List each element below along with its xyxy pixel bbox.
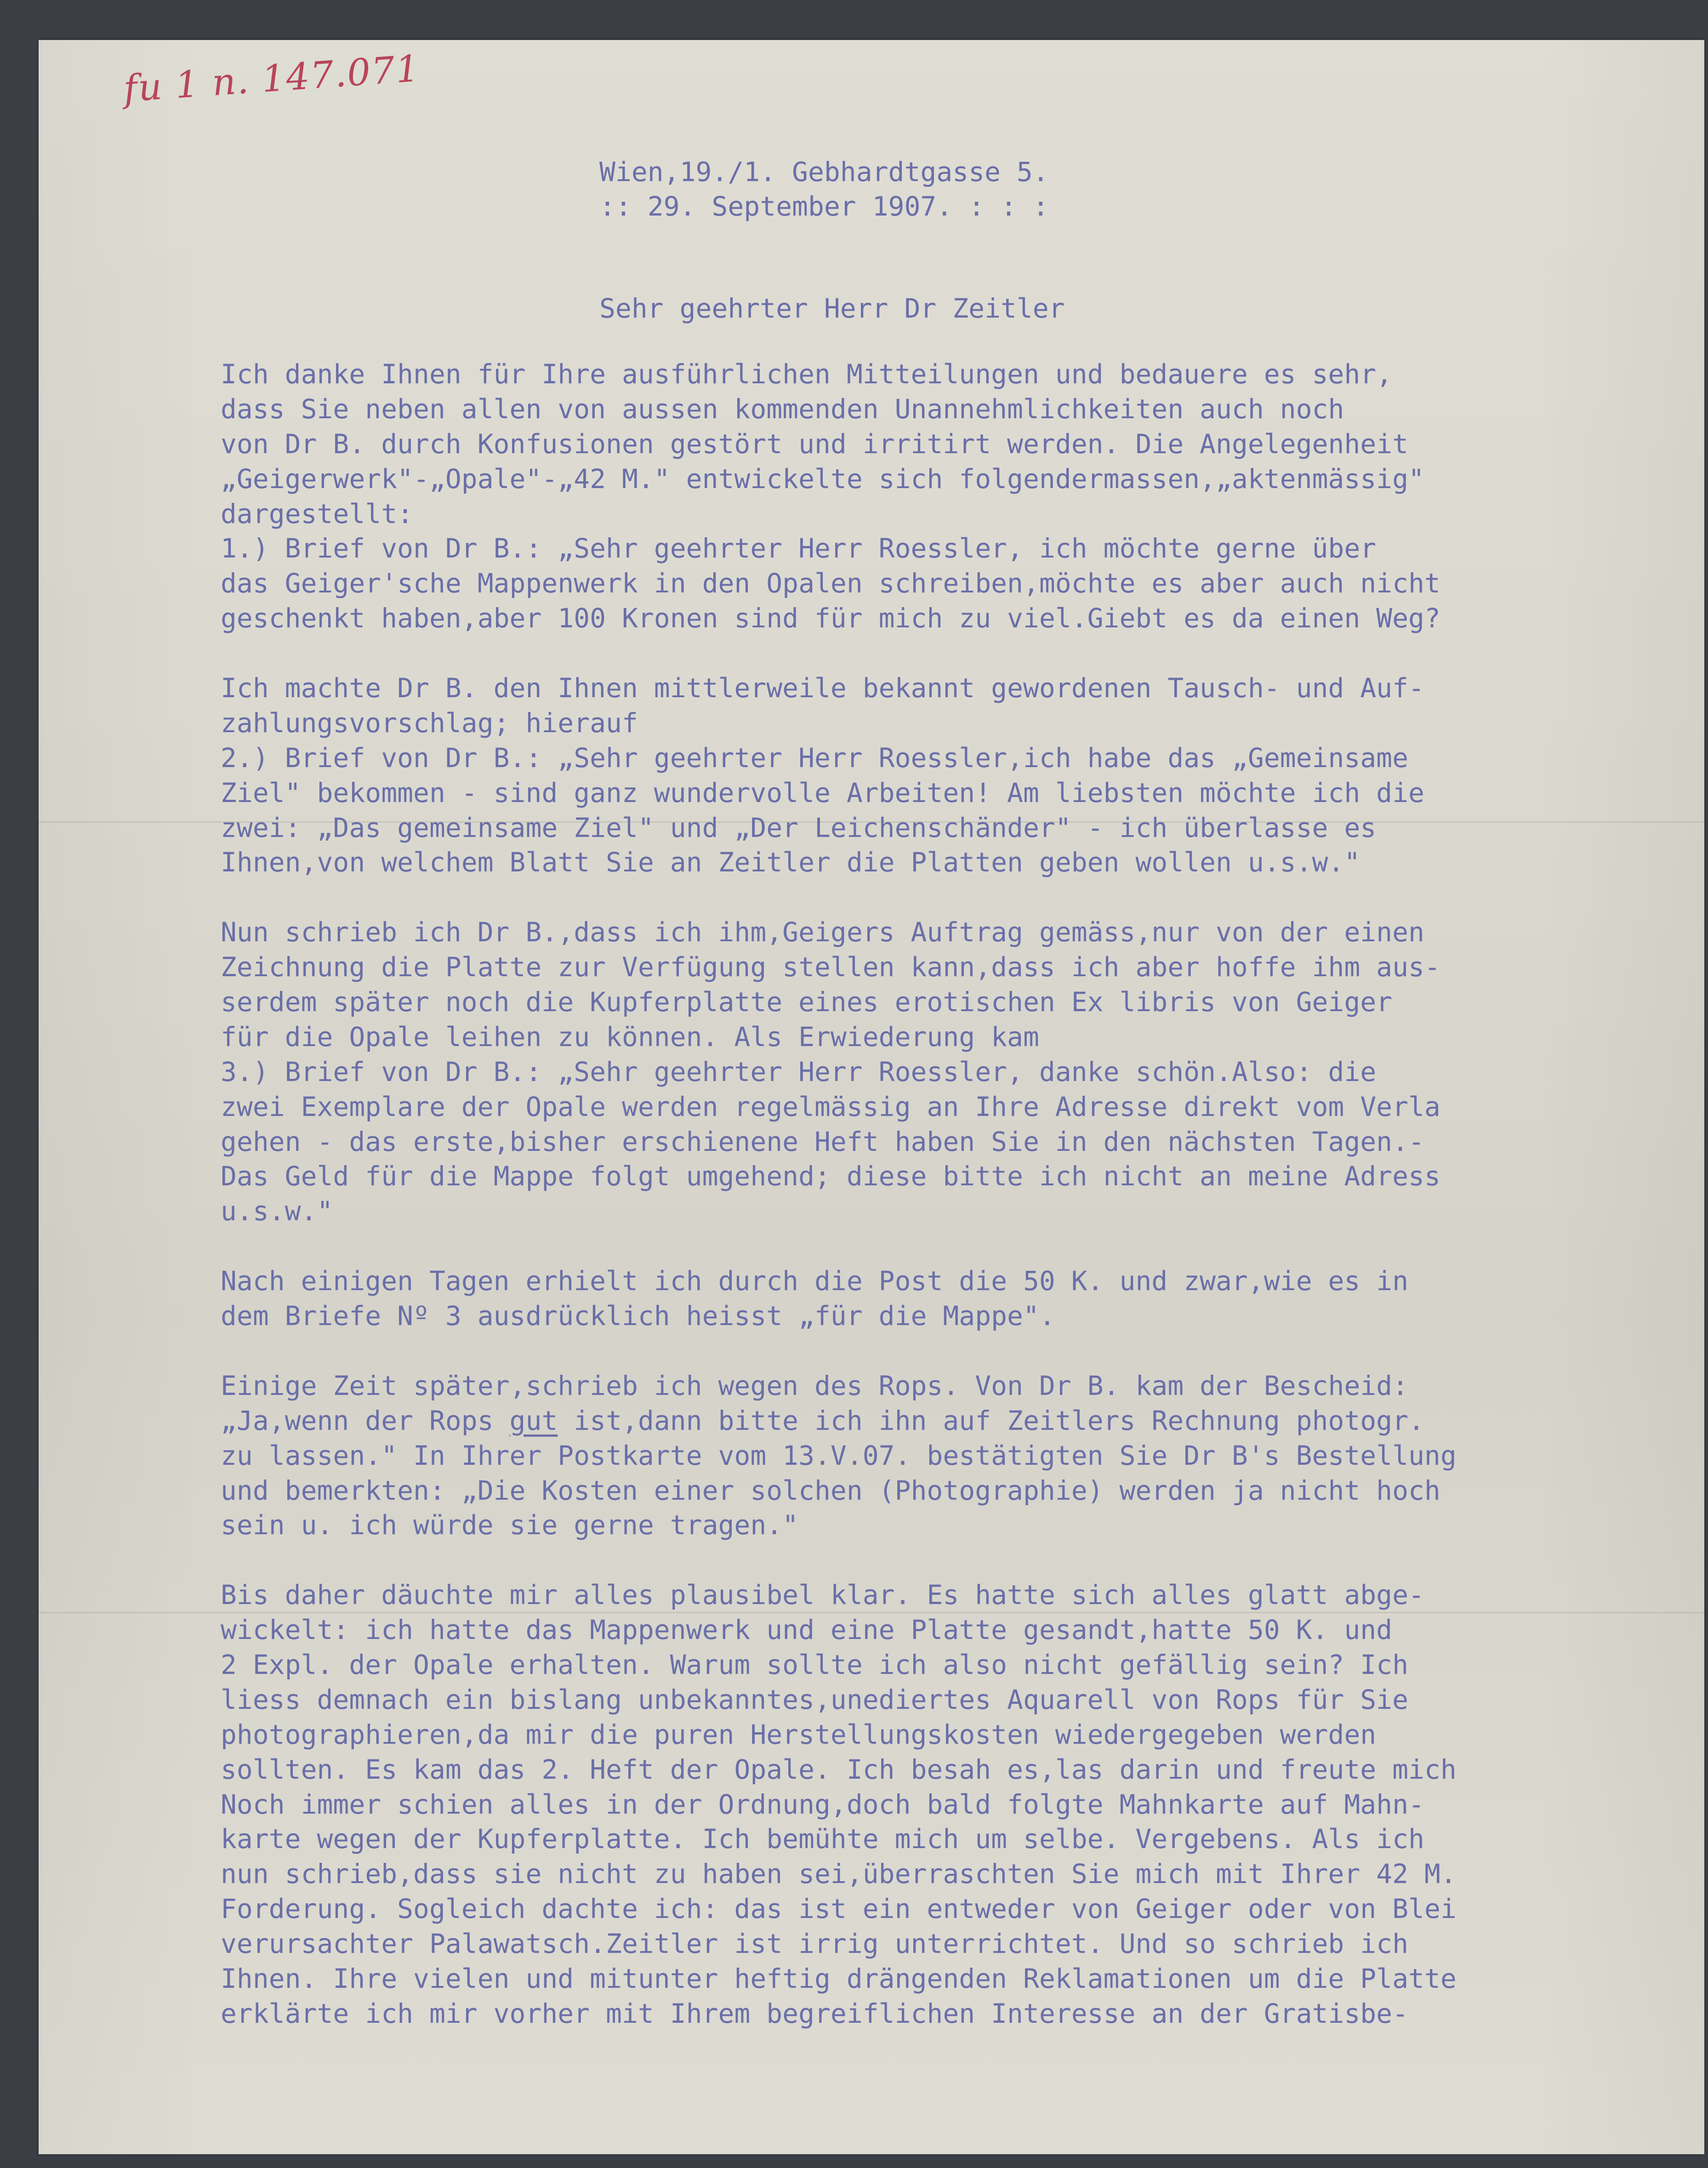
letter-line: serdem später noch die Kupferplatte eines erotischen Ex libris von Geiger bbox=[221, 986, 1393, 1018]
archive-reference-note: fu 1 n. 147.071 bbox=[122, 47, 421, 110]
letter-line: 3.) Brief von Dr B.: „Sehr geehrter Herr Roessler, danke schön.Also: die bbox=[221, 1056, 1377, 1087]
letter-line: Ihnen,von welchem Blatt Sie an Zeitler die Platten geben wollen u.s.w." bbox=[221, 847, 1361, 878]
letter-line bbox=[221, 1334, 1457, 1369]
letter-line: 1.) Brief von Dr B.: „Sehr geehrter Herr Roessler, ich möchte gerne über bbox=[221, 533, 1377, 564]
letter-line: Nun schrieb ich Dr B.,dass ich ihm,Geigers Auftrag gemäss,nur von der einen bbox=[221, 916, 1424, 948]
letter-line: liess demnach ein bislang unbekanntes,unediertes Aquarell von Rops für Sie bbox=[221, 1684, 1409, 1715]
dateline-date: :: 29. September 1907. : : : bbox=[599, 191, 1049, 222]
letter-page bbox=[39, 40, 1704, 2154]
letter-line: photographieren,da mir die puren Herstellungskosten wiedergegeben werden bbox=[221, 1718, 1377, 1750]
letter-line: Ich danke Ihnen für Ihre ausführlichen Mitteilungen und bedauere es sehr, bbox=[221, 358, 1393, 390]
letter-line: karte wegen der Kupferplatte. Ich bemühte mich um selbe. Vergebens. Als ich bbox=[221, 1823, 1424, 1855]
letter-line: von Dr B. durch Konfusionen gestört und irritirt werden. Die Angelegenheit bbox=[221, 428, 1409, 460]
letter-line: 2.) Brief von Dr B.: „Sehr geehrter Herr Roessler,ich habe das „Gemeinsame bbox=[221, 742, 1409, 774]
letter-line: Ziel" bekommen - sind ganz wundervolle Arbeiten! Am liebsten möchte ich die bbox=[221, 777, 1424, 808]
letter-line: Bis daher däuchte mir alles plausibel klar. Es hatte sich alles glatt abge- bbox=[221, 1579, 1424, 1611]
letter-line: geschenkt haben,aber 100 Kronen sind für mich zu viel.Giebt es da einen Weg? bbox=[221, 603, 1440, 634]
letter-line: verursachter Palawatsch.Zeitler ist irrig unterrichtet. Und so schrieb ich bbox=[221, 1928, 1409, 1960]
letter-line: Nach einigen Tagen erhielt ich durch die Post die 50 K. und zwar,wie es in bbox=[221, 1265, 1409, 1297]
letter-line: Ich machte Dr B. den Ihnen mittlerweile bekannt gewordenen Tausch- und Auf- bbox=[221, 672, 1424, 704]
letter-line bbox=[221, 880, 1457, 915]
letter-line bbox=[221, 636, 1457, 671]
letter-line: u.s.w." bbox=[221, 1195, 333, 1227]
letter-line: Zeichnung die Platte zur Verfügung stellen kann,dass ich aber hoffe ihm aus- bbox=[221, 951, 1440, 983]
letter-line: Das Geld für die Mappe folgt umgehend; diese bitte ich nicht an meine Adress bbox=[221, 1161, 1440, 1192]
letter-line: dass Sie neben allen von aussen kommenden Unannehmlichkeiten auch noch bbox=[221, 393, 1344, 425]
letter-line: Einige Zeit später,schrieb ich wegen des Rops. Von Dr B. kam der Bescheid: bbox=[221, 1370, 1409, 1401]
salutation: Sehr geehrter Herr Dr Zeitler bbox=[599, 293, 1065, 324]
letter-line: und bemerkten: „Die Kosten einer solchen (Photographie) werden ja nicht hoch bbox=[221, 1474, 1440, 1506]
letter-line: Noch immer schien alles in der Ordnung,doch bald folgte Mahnkarte auf Mahn- bbox=[221, 1788, 1424, 1820]
letter-line: Forderung. Sogleich dachte ich: das ist ein entweder von Geiger oder von Blei bbox=[221, 1893, 1457, 1925]
letter-line: dem Briefe Nº 3 ausdrücklich heisst „für die Mappe". bbox=[221, 1300, 1055, 1332]
letter-line: dargestellt: bbox=[221, 498, 414, 529]
letter-line: zwei Exemplare der Opale werden regelmässig an Ihre Adresse direkt vom Verla bbox=[221, 1091, 1440, 1122]
letter-line: zwei: „Das gemeinsame Ziel" und „Der Leichenschänder" - ich überlasse es bbox=[221, 812, 1377, 843]
letter-line: zu lassen." In Ihrer Postkarte vom 13.V.07. bestätigten Sie Dr B's Bestellung bbox=[221, 1440, 1457, 1471]
letter-line: „Geigerwerk"-„Opale"-„42 M." entwickelte sich folgendermassen,„aktenmässig" bbox=[221, 463, 1424, 495]
letter-line: gehen - das erste,bisher erschienene Heft haben Sie in den nächsten Tagen.- bbox=[221, 1126, 1424, 1157]
letter-line: zahlungsvorschlag; hierauf bbox=[221, 707, 638, 739]
letter-line: 2 Expl. der Opale erhalten. Warum sollte ich also nicht gefällig sein? Ich bbox=[221, 1649, 1409, 1680]
letter-line: das Geiger'sche Mappenwerk in den Opalen schreiben,möchte es aber auch nicht bbox=[221, 568, 1440, 599]
letter-line: nun schrieb,dass sie nicht zu haben sei,überraschten Sie mich mit Ihrer 42 M. bbox=[221, 1858, 1457, 1890]
letter-line: wickelt: ich hatte das Mappenwerk und eine Platte gesandt,hatte 50 K. und bbox=[221, 1614, 1393, 1646]
letter-line: Ihnen. Ihre vielen und mitunter heftig drängenden Reklamationen um die Platte bbox=[221, 1963, 1457, 1994]
letter-body bbox=[221, 357, 1457, 2031]
letter-line: sollten. Es kam das 2. Heft der Opale. Ich besah es,las darin und freute mich bbox=[221, 1753, 1457, 1785]
letter-line bbox=[221, 1229, 1457, 1264]
dateline-address: Wien,19./1. Gebhardtgasse 5. bbox=[599, 156, 1049, 188]
letter-line: „Ja,wenn der Rops gut ist,dann bitte ich ihn auf Zeitlers Rechnung photogr. bbox=[221, 1405, 1424, 1436]
letter-line: erklärte ich mir vorher mit Ihrem begreiflichen Interesse an der Gratisbe- bbox=[221, 1997, 1409, 2029]
letter-line: sein u. ich würde sie gerne tragen." bbox=[221, 1509, 799, 1541]
letter-line: für die Opale leihen zu können. Als Erwiederung kam bbox=[221, 1021, 1039, 1053]
letter-line bbox=[221, 1543, 1457, 1578]
